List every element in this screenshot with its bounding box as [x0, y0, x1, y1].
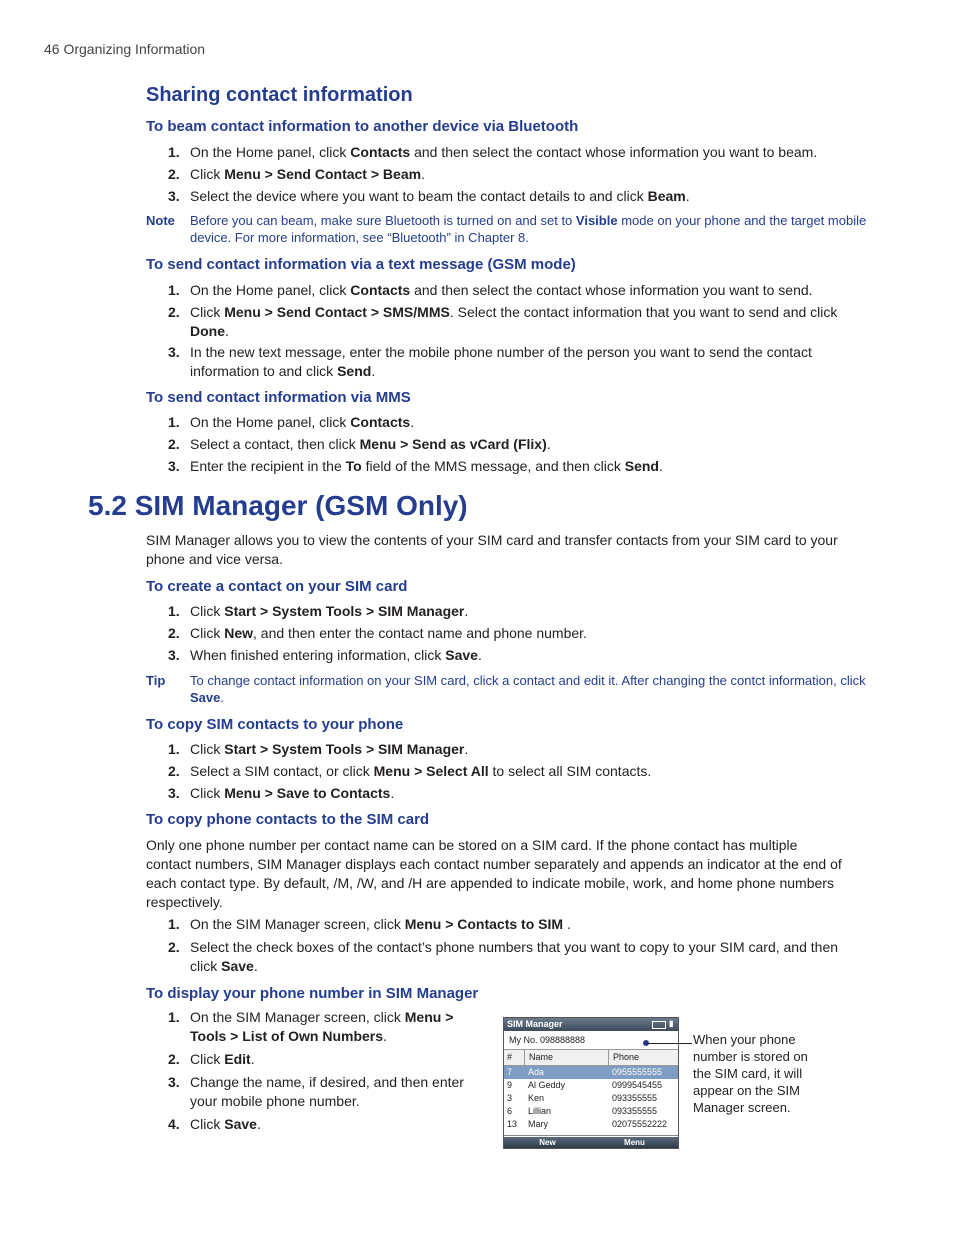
list-item: 3. In the new text message, enter the mobile phone number of the person you want to send the contact information to and click Send. — [168, 344, 812, 379]
list-item: 2. Select the check boxes of the contact’s phone numbers that you want to copy to your SIM card, and then click Save. — [168, 939, 839, 974]
create-heading: To create a contact on your SIM card — [146, 578, 408, 595]
beam-heading: To beam contact information to another device via Bluetooth — [146, 118, 579, 135]
table-row[interactable]: 9 Al Geddy 0999545455 — [507, 1080, 663, 1090]
tip: Tip To change contact information on your SIM card, click a contact and edit it. After changing the contct information, click Save. — [146, 673, 866, 705]
list-item: 2. Click Menu > Send Contact > SMS/MMS. Select the contact information that you want to send and click Done. — [168, 304, 838, 339]
copy-phone-paragraph: Only one phone number per contact name can be stored on a SIM card. If the phone contact has multiple contact numbers, SIM Manager displays each contact number separately and appends an indicator at the end of each contact type. By default, /M, /W, and /H are appended to indicate mobile, work, and home phone numbers respectively. — [146, 837, 842, 910]
chapter-title: 5.2 SIM Manager (GSM Only) — [88, 490, 468, 521]
divider — [504, 1131, 678, 1136]
copy-sim-heading: To copy SIM contacts to your phone — [146, 716, 404, 733]
list-item: 1. On the Home panel, click Contacts. — [168, 414, 415, 430]
callout-text: When your phone number is stored on the SIM card, it will appear on the SIM Manager screen. — [693, 1032, 808, 1115]
list-item: 2. Click New, and then enter the contact name and phone number. — [168, 625, 587, 641]
list-item: 2. Select a contact, then click Menu > Send as vCard (Flix). — [168, 436, 551, 452]
sms-heading: To send contact information via a text message (GSM mode) — [146, 256, 576, 273]
list-item: 1. Click Start > System Tools > SIM Manager. — [168, 603, 469, 619]
my-number: My No. 098888888 — [509, 1035, 586, 1045]
soft-key-bar — [504, 1137, 678, 1148]
list-item: 2. Select a SIM contact, or click Menu > Select All to select all SIM contacts. — [168, 763, 652, 779]
display-heading: To display your phone number in SIM Manager — [146, 985, 479, 1002]
note: Note Before you can beam, make sure Bluetooth is turned on and set to Visible mode on your phone and the target mobile device. For more information, see “Bluetooth” in Chapter 8. — [146, 213, 867, 245]
table-row[interactable]: 3 Ken 093355555 — [507, 1093, 658, 1103]
list-item: 4. Click Save. — [168, 1116, 261, 1132]
battery-icon — [652, 1021, 666, 1029]
mms-heading: To send contact information via MMS — [146, 389, 411, 406]
list-item: 3. Enter the recipient in the To field of the MMS message, and then click Send. — [168, 458, 663, 474]
list-item: 1. On the SIM Manager screen, click Menu > Contacts to SIM . — [168, 916, 571, 932]
table-row[interactable]: 13 Mary 02075552222 — [507, 1119, 668, 1129]
page-header: 46 Organizing Information — [44, 41, 206, 57]
phone-title: SIM Manager — [507, 1019, 563, 1029]
list-item: 1. On the SIM Manager screen, click Menu > Tools > List of Own Numbers. — [168, 1009, 454, 1044]
sim-manager-screenshot — [503, 1017, 679, 1149]
list-item: 3. Select the device where you want to beam the contact details to and click Beam. — [168, 188, 690, 204]
signal-icon: ▮ — [669, 1019, 674, 1028]
list-item: 1. Click Start > System Tools > SIM Manager. — [168, 741, 469, 757]
list-item: 1. On the Home panel, click Contacts and then select the contact whose information you want to send. — [168, 282, 813, 298]
phone-title-bar — [504, 1018, 678, 1031]
list-item: 2. Click Menu > Send Contact > Beam. — [168, 166, 425, 182]
table-row[interactable]: 7 Ada 0955555555 — [504, 1066, 678, 1079]
table-row[interactable]: 6 Lillian 093355555 — [507, 1106, 658, 1116]
new-softkey[interactable]: New — [539, 1138, 556, 1147]
table-header: # Name Phone — [504, 1049, 678, 1066]
list-item: 2. Click Edit. — [168, 1051, 255, 1067]
copy-phone-heading: To copy phone contacts to the SIM card — [146, 811, 430, 828]
section-title: Sharing contact information — [146, 84, 413, 106]
list-item: 3. Change the name, if desired, and then enter your mobile phone number. — [168, 1074, 464, 1109]
intro-paragraph: SIM Manager allows you to view the contents of your SIM card and transfer contacts from your SIM card to your phone and vice versa. — [146, 532, 838, 567]
list-item: 3. Click Menu > Save to Contacts. — [168, 785, 395, 801]
list-item: 1. On the Home panel, click Contacts and then select the contact whose information you want to beam. — [168, 144, 818, 160]
menu-softkey[interactable]: Menu — [624, 1138, 645, 1147]
list-item: 3. When finished entering information, click Save. — [168, 647, 482, 663]
callout-line — [646, 1043, 692, 1044]
